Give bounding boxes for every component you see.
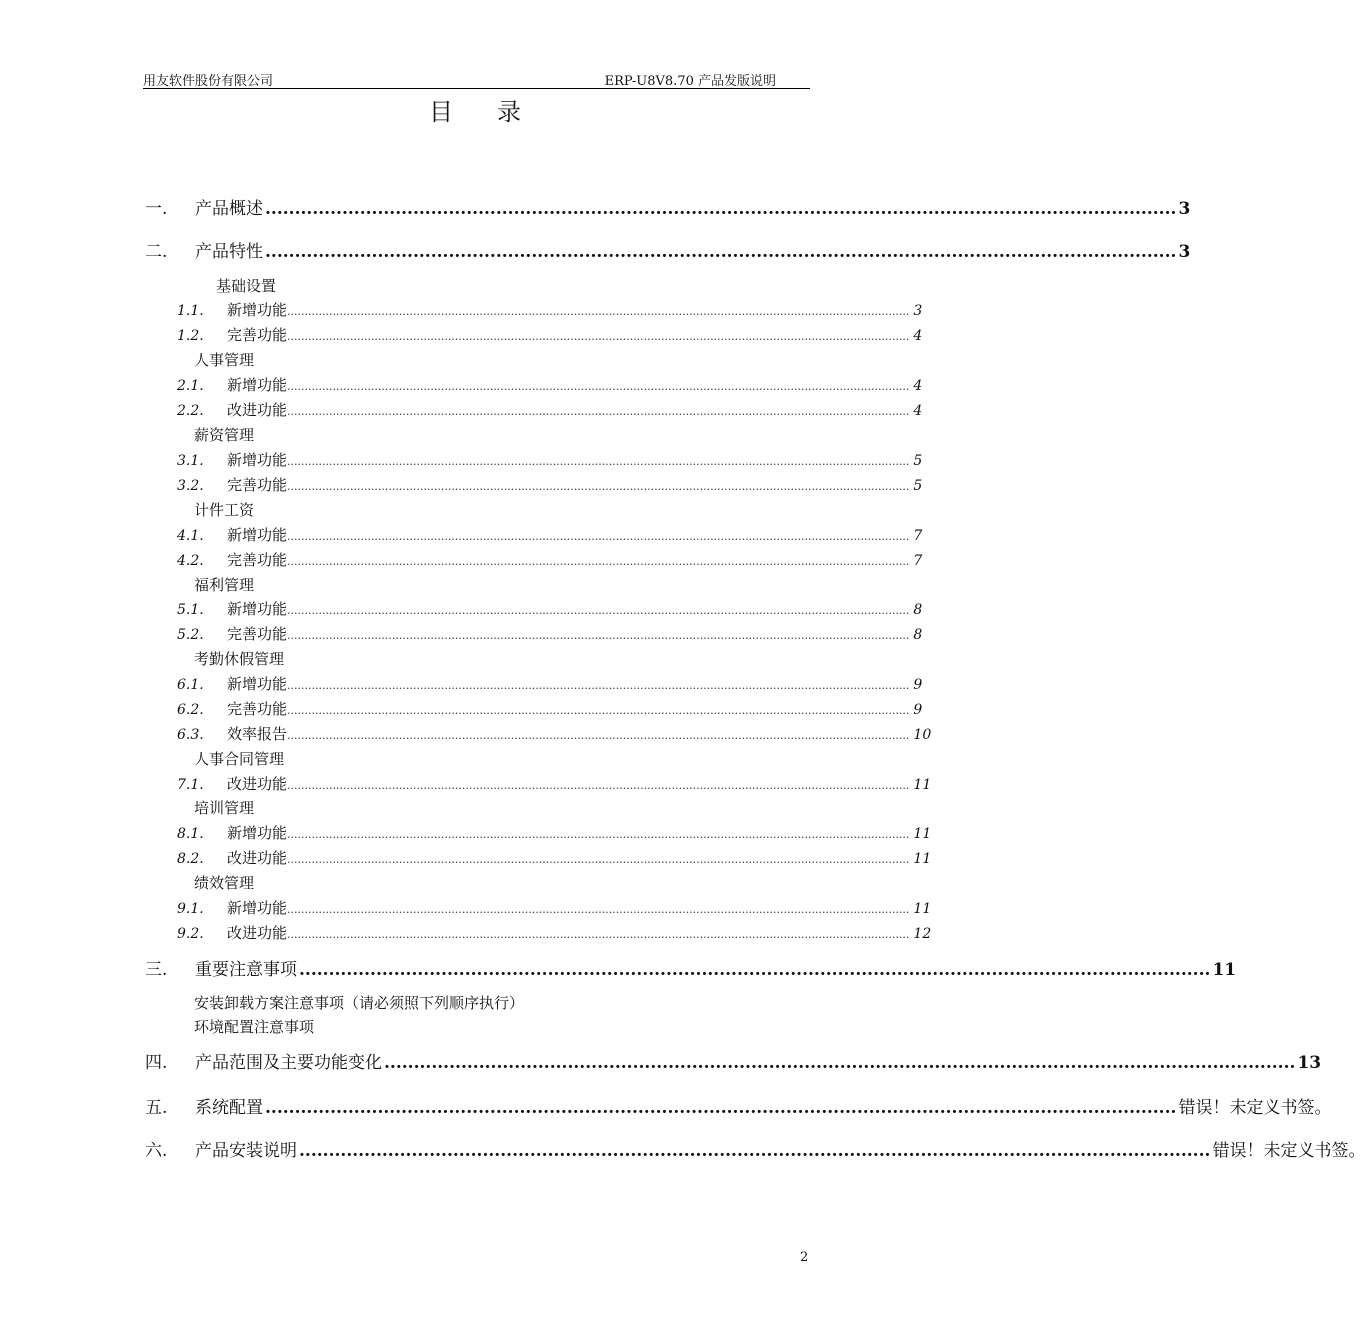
toc-text: 新增功能: [227, 899, 288, 917]
toc-leader: ..................................................................................................................................................................................: [287, 928, 910, 941]
toc-text: 新增功能: [227, 301, 288, 319]
toc-text: 完善功能: [227, 326, 288, 344]
toc-group-heading[interactable]: 人事合同管理: [194, 750, 285, 768]
toc-leader: ..................................................................................................................................................................................: [287, 405, 910, 418]
toc-text: 改进功能: [227, 401, 288, 419]
toc-entry-6[interactable]: [145, 1136, 1365, 1161]
toc-entry-7-1[interactable]: [177, 773, 932, 794]
toc-page: 13: [1297, 1053, 1322, 1073]
toc-text: 产品安装说明: [195, 1141, 297, 1161]
toc-text: 重要注意事项: [195, 960, 297, 980]
toc-number: 3.1.: [177, 453, 204, 469]
toc-number: 4.1.: [177, 528, 204, 544]
toc-text: 完善功能: [227, 700, 288, 718]
toc-entry-4-2[interactable]: [177, 549, 923, 570]
toc-leader: ..................................................................................................................................................................................: [287, 604, 910, 617]
toc-leader: ..................................................................................................................................................................................: [287, 679, 910, 692]
toc-number: 5.2.: [177, 627, 204, 643]
toc-page: 11: [913, 901, 932, 917]
toc-leader: ..........................................................................................................................................................: [265, 1098, 1177, 1118]
toc-leader: ..........................................................................................................................................................: [299, 1141, 1211, 1161]
toc-leader: ..................................................................................................................................................................................: [287, 455, 910, 468]
toc-entry-5-1[interactable]: [177, 598, 923, 619]
toc-leader: ..........................................................................................................................................................: [265, 242, 1177, 262]
toc-page: 7: [913, 528, 923, 544]
toc-number: 6.3.: [177, 727, 204, 743]
toc-leader: ..................................................................................................................................................................................: [287, 903, 910, 916]
toc-number: 一.: [145, 199, 168, 219]
toc-note[interactable]: 安装卸载方案注意事项（请必须照下列顺序执行）: [194, 994, 525, 1012]
toc-page: 5: [913, 453, 923, 469]
toc-page: 错误！未定义书签。: [1178, 1098, 1332, 1118]
toc-number: 四.: [145, 1053, 168, 1073]
toc-entry-6-1[interactable]: [177, 673, 923, 694]
toc-leader: ..................................................................................................................................................................................: [287, 330, 910, 343]
toc-number: 三.: [145, 960, 168, 980]
toc-page: 12: [913, 926, 932, 942]
toc-leader: ..................................................................................................................................................................................: [287, 555, 910, 568]
toc-entry-2-1[interactable]: [177, 374, 923, 395]
page-number: 2: [800, 1250, 809, 1265]
toc-number: 2.1.: [177, 378, 204, 394]
toc-text: 效率报告: [227, 725, 288, 743]
toc-entry-1[interactable]: [145, 194, 1191, 219]
toc-page: 4: [913, 328, 923, 344]
toc-page: 9: [913, 677, 923, 693]
toc-text: 新增功能: [227, 600, 288, 618]
toc-leader: ..................................................................................................................................................................................: [287, 729, 910, 742]
toc-number: 3.2.: [177, 478, 204, 494]
toc-text: 新增功能: [227, 824, 288, 842]
toc-page: 8: [913, 602, 923, 618]
toc-number: 1.2.: [177, 328, 204, 344]
toc-entry-3[interactable]: [145, 955, 1237, 980]
toc-page: 3: [913, 303, 923, 319]
toc-number: 8.1.: [177, 826, 204, 842]
toc-entry-4-1[interactable]: [177, 524, 923, 545]
toc-entry-5-2[interactable]: [177, 623, 923, 644]
toc-leader: ..........................................................................................................................................................: [384, 1053, 1296, 1073]
toc-entry-1-2[interactable]: [177, 324, 923, 345]
toc-page: 错误！未定义书签。: [1212, 1141, 1365, 1161]
toc-leader: ..........................................................................................................................................................: [265, 199, 1177, 219]
toc-text: 系统配置: [195, 1098, 263, 1118]
toc-text: 产品概述: [195, 199, 263, 219]
toc-number: 6.1.: [177, 677, 204, 693]
toc-text: 新增功能: [227, 526, 288, 544]
toc-leader: ..................................................................................................................................................................................: [287, 704, 910, 717]
toc-entry-3-1[interactable]: [177, 449, 923, 470]
toc-leader: ..........................................................................................................................................................: [299, 960, 1211, 980]
toc-leader: ..................................................................................................................................................................................: [287, 305, 910, 318]
header-company: 用友软件股份有限公司: [143, 74, 274, 89]
toc-group-heading[interactable]: 绩效管理: [194, 874, 255, 892]
toc-text: 新增功能: [227, 376, 288, 394]
toc-entry-6-3[interactable]: [177, 723, 932, 744]
toc-number: 4.2.: [177, 553, 204, 569]
page-header: [143, 70, 810, 89]
toc-page: 8: [913, 627, 923, 643]
toc-number: 8.2.: [177, 851, 204, 867]
toc-page: 3: [1178, 242, 1191, 262]
toc-text: 新增功能: [227, 675, 288, 693]
toc-entry-3-2[interactable]: [177, 474, 923, 495]
toc-leader: ..................................................................................................................................................................................: [287, 853, 910, 866]
toc-group-heading[interactable]: 计件工资: [194, 501, 255, 519]
toc-text: 完善功能: [227, 551, 288, 569]
toc-text: 新增功能: [227, 451, 288, 469]
toc-page: 5: [913, 478, 923, 494]
toc-text: 完善功能: [227, 476, 288, 494]
toc-group-heading[interactable]: 培训管理: [194, 799, 255, 817]
toc-number: 6.2.: [177, 702, 204, 718]
toc-page: 11: [1212, 960, 1237, 980]
toc-leader: ..................................................................................................................................................................................: [287, 779, 910, 792]
toc-number: 五.: [145, 1098, 168, 1118]
toc-number: 二.: [145, 242, 168, 262]
toc-number: 1.1.: [177, 303, 204, 319]
toc-page: 7: [913, 553, 923, 569]
toc-page: 11: [913, 777, 932, 793]
toc-number: 5.1.: [177, 602, 204, 618]
toc-entry-2-2[interactable]: [177, 399, 923, 420]
toc-number: 六.: [145, 1141, 168, 1161]
toc-text: 改进功能: [227, 924, 288, 942]
toc-entry-9-1[interactable]: [177, 897, 932, 918]
toc-entry-5[interactable]: [145, 1093, 1332, 1118]
toc-page: 4: [913, 403, 923, 419]
toc-text: 改进功能: [227, 849, 288, 867]
toc-page: 4: [913, 378, 923, 394]
toc-entry-9-2[interactable]: [177, 922, 932, 943]
toc-group-heading[interactable]: 考勤休假管理: [194, 650, 285, 668]
toc-text: 改进功能: [227, 775, 288, 793]
toc-page: 11: [913, 826, 932, 842]
toc-page: 9: [913, 702, 923, 718]
toc-leader: ..................................................................................................................................................................................: [287, 629, 910, 642]
toc-entry-8-2[interactable]: [177, 847, 932, 868]
toc-group-heading[interactable]: 福利管理: [194, 576, 255, 594]
toc-text: 产品范围及主要功能变化: [195, 1053, 382, 1073]
toc-number: 7.1.: [177, 777, 204, 793]
toc-entry-6-2[interactable]: [177, 698, 923, 719]
toc-text: 完善功能: [227, 625, 288, 643]
header-doc-title: ERP-U8V8.70 产品发版说明: [604, 74, 776, 89]
toc-leader: ..................................................................................................................................................................................: [287, 480, 910, 493]
toc-leader: ..................................................................................................................................................................................: [287, 380, 910, 393]
toc-leader: ..................................................................................................................................................................................: [287, 530, 910, 543]
toc-page: 3: [1178, 199, 1191, 219]
toc-text: 产品特性: [195, 242, 263, 262]
toc-entry-8-1[interactable]: [177, 822, 932, 843]
toc-leader: ..................................................................................................................................................................................: [287, 828, 910, 841]
toc-number: 2.2.: [177, 403, 204, 419]
toc-group-heading[interactable]: 薪资管理: [194, 426, 255, 444]
toc-entry-2[interactable]: [145, 237, 1191, 262]
toc-page: 11: [913, 851, 932, 867]
toc-number: 9.1.: [177, 901, 204, 917]
toc-group-heading[interactable]: 人事管理: [194, 351, 255, 369]
toc-entry-4[interactable]: [145, 1048, 1322, 1073]
toc-group-heading[interactable]: 基础设置: [216, 277, 277, 295]
toc-title: 目录: [429, 98, 565, 126]
toc-note[interactable]: 环境配置注意事项: [194, 1018, 315, 1036]
toc-number: 9.2.: [177, 926, 204, 942]
toc-entry-1-1[interactable]: [177, 299, 923, 320]
toc-page: 10: [913, 727, 932, 743]
